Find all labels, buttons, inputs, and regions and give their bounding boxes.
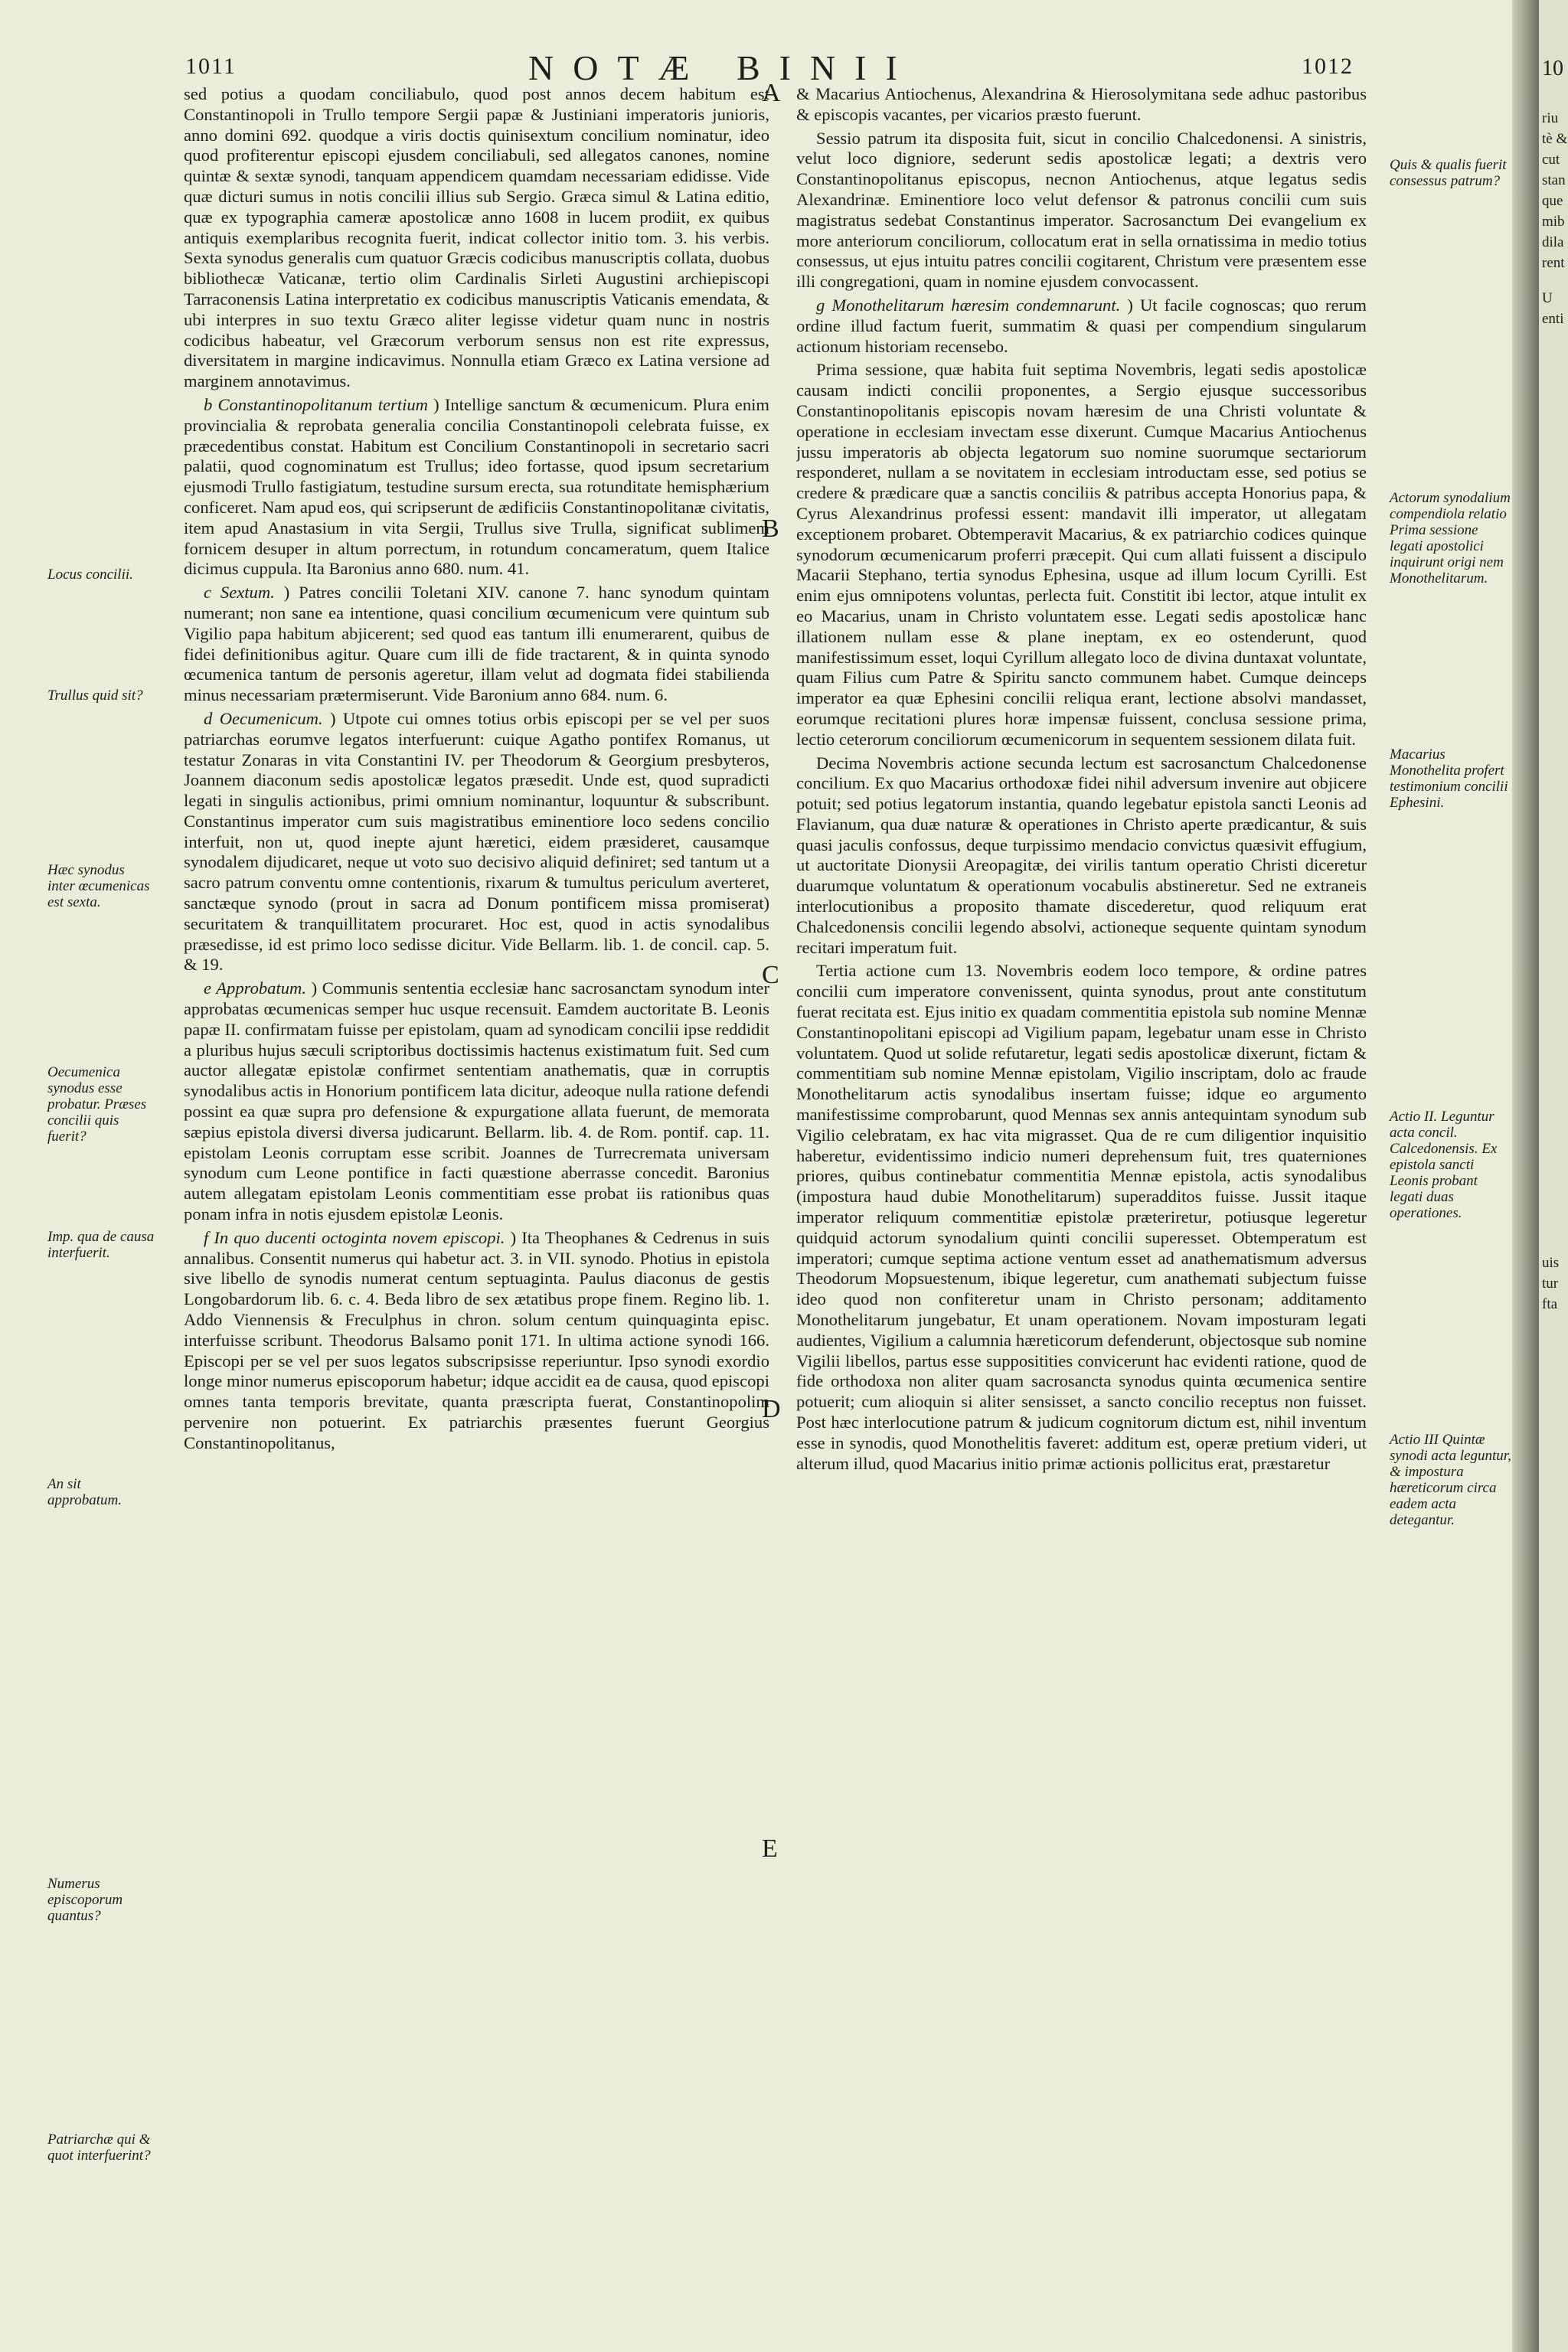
adjacent-fragment-6: mib [1542, 214, 1565, 230]
adjacent-fragment-9: U [1542, 290, 1553, 306]
margin-note-right-1: Actorum synodalium compendiola relatio Prima sessione legati apostolici inquirunt origi nem Monothelitarum. [1390, 490, 1511, 586]
adjacent-page-number: 10 [1542, 57, 1563, 80]
left-paragraph-1: b Constantinopolitanum tertium ) Intellige sanctum & œcumenicum. Plura enim provincialia & reprobata generalia concilia Constantinopoli celebrata fuisse, ex præcedentibus constat. Habitum est Concilium Constantinopoli in secretario sacri palatii, quod cognominatum est Trullus; ideo fortasse, quod ipsum secretarium ejusmodi Trullo fastigiatum, testudine sursum erecta, sua rotunditate hemisphærium conficeret. Nam apud eos, qui scripserunt de ædificiis Constantinopolitanæ civitatis, item apud Anastasium in vita Sergii, Trullus sive Trulla, significat sublimem fornicem desuper in altum porrectum, in rotundum concameratum, quem Italice dicimus cuppula. Ita Baronius anno 680. num. 41. [184, 394, 769, 579]
section-letter-b: B [762, 514, 779, 543]
adjacent-fragment-4: stan [1542, 172, 1566, 188]
margin-note-left-6: Numerus episcoporum quantus? [47, 1876, 123, 1924]
left-paragraph-5: f In quo ducenti octoginta novem episcopi. ) Ita Theophanes & Cedrenus in suis annalibus. Consentit numerus qui habetur act. 3. in VII. synodo. Photius in epistola sive libello de synodis numerat centum septuaginta. Paulus diaconus de gestis Longobardorum lib. 6. c. 4. Beda libro de sex ætatibus prope finem. Regino lib. 1. Addo Viennensis & Freculphus in chron. solum centum quinquaginta episc. interfuisse scribunt. Theodorus Balsamo ponit 171. In ultima actione synodi 166. Episcopi per se vel per suos legatos subscripsisse reperiuntur. Ipso synodi exordio longe minor numerus episcoporum habetur; idque accidit ea de causa, quod episcopi omnes tanta temporis brevitate, quanta præscripta fuerat, Constantinopolim pervenire non potuerint. Ex patriarchis præsentes fuerunt Georgius Constantinopolitanus, [184, 1227, 769, 1452]
adjacent-fragment-1: riu [1542, 110, 1559, 126]
right-paragraph-5: Tertia actione cum 13. Novembris eodem loco tempore, & ordine patres concilii cum imperatore convenissent, quinta synodus, prout ante constitutum fuerat recitata est. Ejus initio ex quadam commentitia epistola sub nomine Mennæ Constantinopolitani episcopi ad Vigilium papam, legebatur unam esse in Christo voluntatem. Quod ut solide refutaretur, legati sedis apostolicæ dixerunt, fictam & commentitiam sub nomine Mennæ epistolam, Vigilio inscriptam, dolo ac fraude Monothelitarum actis synodalibus insertam fuisse; idque eo argumento manifestissime comprobarunt, quod Mennas sex annis antequintam synodum sub Vigilio celebratam, ex hac vita migrasset. Qua de re cum diligentior inquisitio haberetur, evidentissimo indicio numeri deprehensum fuit, tres quaterniones priores, quibus continebatur commentitia Mennæ epistola, actis synodalibus (impostura haud dubie Monothelitarum) superadditos fuisse. Jussit itaque imperator reliquum commentitiæ epistolæ præteriretur, potiusque legeretur quidquid actorum synodalium quinti concilii superesset. Obtemperatum est imperatori; cumque septima actione ventum esset ad anathematismum adversus Theodorum Mopsuestenum, ibique legeretur, cum anathemati subjectum fuisse ideo quod non confiteretur unam in Christo personam; additamento Monothelitarum jungebatur, Et unam operationem. Novam imposturam legati audientes, Vigilium a calumnia hæreticorum defenderunt, objectosque sub nomine Vigilii libellos, partus esse suppositities convicerunt hac evidenti ratione, quod de fide orthodoxa non aliter quam sacrosancta synodus quinta œcumenica sentire potuerit; cum alioquin si aliter sensisset, a sancto concilio receptus non fuisset. Post hæc interlocutione patrum & judicum cognitorum dictum est, nihil inventum esse in synodis, quod Monothelitis faveret: additum est, operæ pretium videri, ut alterum illud, quod Macarius initio primæ actionis pollicitus erat, præstaretur [796, 961, 1367, 1473]
running-title: NOTÆ BINII [528, 48, 916, 87]
left-paragraph-3: d Oecumenicum. ) Utpote cui omnes totius orbis episcopi per se vel per suos patriarchas eorumve legatos interfuerunt: cuique Agatho pontifex Romanus, ut testatur Zonaras in vita Constantini IV. per Theodorum & Georgium presbyteros, Joannem diaconum sedis apostolicæ legatos præsedit. Unde est, quod supradicti legati in singulis actionibus, primi omnium nominantur, loquuntur & subscribunt. Constantinus imperator cum suis magistratibus eminentiore loco sedens concilio interfuit, non ut, quod inepte ajunt hæretici, eidem præsideret, causamque synodalem dijudicaret, neque ut voto suo decisivo aliquid definiret; sed tantum ut a sacro patrum conventu omne contentionis, rixarum & tumultus periculum averteret, sanctæque synodo (prout in sacra ad Donum pontificem missa promiserat) securitatem & tranquillitatem procuraret. Hoc est, quod in actis synodalibus præsedisse, id est primo loco sedisse dicitur. Vide Bellarm. lib. 1. de concil. cap. 5. & 19. [184, 708, 769, 975]
adjacent-fragment-13: fta [1542, 1296, 1558, 1312]
right-paragraph-4: Decima Novembris actione secunda lectum est sacrosanctum Chalcedonense concilium. Ex quo Macarius orthodoxæ fidei nihil adversum invenire aut objicere potuit; sed potius legatorum instantia, quando legebatur epistola sancti Leonis ad Flavianum, qua duæ naturæ & operationes in Christo aperte prædicantur, & suis quasi jaculis confossus, deque turpissimo mendacio convictus quæsivit effugium, ut auctoritate Dionysii Areopagitæ, dei virilis tantum operatio Christi diceretur duarumque voluntatum & operationum vocabulis abstineretur. Sed ne extraneis interlocutionibus a proposito thamate discederetur, quod reliquum erat Chalcedonensis concilii legendo absolvi, actioneque sequente quintam synodum recitari imperatum fuit. [796, 753, 1367, 957]
margin-note-left-0: Locus concilii. [47, 567, 133, 583]
adjacent-fragment-12: tur [1542, 1276, 1559, 1292]
margin-note-left-2: Hæc synodus inter œcumenicas est sexta. [47, 862, 150, 910]
right-text-column [796, 84, 1367, 2320]
adjacent-page-edge [1539, 0, 1568, 2352]
left-paragraph-0: sed potius a quodam conciliabulo, quod post annos decem habitum est Constantinopoli in Trullo tempore Sergii papæ & Justiniani imperatoris junioris, anno domini 692. quodque a viris doctis quinisextum concilium nominatur, ideo quod profiterentur episcopi ejusdem conciliabuli, sed allegatos canones, nomine quintæ & sextæ synodi, tanquam appendicem quamdam necessariam edidisse. Vide quæ dicturi sumus in notis concilii illius sub Sergio. Græca simul & Latina editio, quæ ex typographia cameræ apostolicæ anno 1608 in lucem prodiit, ex quibus antiquis exemplaribus recognita fuerit, indicat collector initio tom. 3. his verbis. Sexta synodus generalis cum quatuor Græcis codicibus manuscriptis collata, duobus bibliothecæ Vaticanæ, tertio olim Cardinalis Sirleti Augustini archiepiscopi Tarraconensis Latina interpretatio ex codicibus manuscriptis Vaticanis emendata, & ubi interpres in suo textu Græco aliter legisse videtur quam nunc in nostris codicibus habeatur, vel Græcorum verborum sensus non est rite expressus, diversitatem in margine indicavimus. Nonnulla etiam Græco ex Latina versione ad marginem annotavimus. [184, 84, 769, 391]
margin-note-right-2: Macarius Monothelita profert testimonium concilii Ephesini. [1390, 746, 1508, 811]
right-paragraph-1: Sessio patrum ita disposita fuit, sicut in concilio Chalcedonensi. A sinistris, velut loco digniore, sederunt sedis apostolicæ legati; a dextris vero Constantinopolitanus episcopus, necnon Antiochenus, atque legatus sedis Alexandrinæ. Eminentiore loco velut defensor & patronus concilii cum suis magistratus sedebat Constantinus imperator. Sacrosanctum Dei evangelium ex more anteriorum conciliorum, collocatum erat in sella ornatissima in medio totius consessus, ut ejus intuitu patres concilii cogitarent, Christum vere præsentem esse illi congregationi, quam in nomine ejusdem convocassent. [796, 128, 1367, 292]
adjacent-fragment-8: rent [1542, 255, 1565, 271]
margin-note-left-4: Imp. qua de causa interfuerit. [47, 1229, 155, 1261]
right-paragraph-2: g Monothelitarum hæresim condemnarunt. ) Ut facile cognoscas; quo rerum ordine illud factum fuerit, summatim & quasi per compendium singularum actionum historiam recensebo. [796, 295, 1367, 356]
page-number-right: 1012 [1302, 54, 1354, 79]
adjacent-fragment-11: uis [1542, 1255, 1560, 1271]
right-paragraph-3: Prima sessione, quæ habita fuit septima Novembris, legati sedis apostolicæ causam indicti concilii proponentes, a Sergio ejusque successoribus Constantinopolitanis episcopis novam hæresim de una Christi voluntate & operatione in ecclesiam invectam esse dixerunt. Cumque Macarius Antiochenus jussu imperatoris ab objecta legatorum suo nomine suorumque sectariorum responderet, nullam a se novitatem in ecclesiam introductam esse, sed potius se credere & prædicare quæ a sanctis conciliis & patribus accepta Honorius papa, & Cyrus Alexandrinus professi essent: mandavit illi imperator, ut allegatam exceptionem probaret. Obtemperavit Macarius, & ex patriarchio codices quinque synodorum œcumenicarum proferri præcepit. Qui cum allati fuissent a discipulo Macarii Stephano, tertia synodus Ephesina, usque ad illum locum Cyrilli. Est enim ejus omnipotens voluntas, perlecta fuit. Constitit ibi lector, atque intulit ex eo Macarius, unam in Christo voluntatem esse. Legati sedis apostolicæ hanc illationem nullam esse & plane ineptam, ex eo ostenderunt, quod manifestissimum esset, loqui Cyrillum allegato loco de divina duntaxat voluntate, quam Filius cum Patre & Spiritu sancto communem habet. Cumque deinceps imperator ea quæ Ephesini concilii reliqua erant, lectione absolvi mandasset, eorumque recitationi plures horæ impensæ fuissent, conclusa sessione prima, lectio ceterorum conciliorum œcumenicorum in sequentem sessionem dilata fuit. [796, 360, 1367, 749]
left-text-column [184, 84, 769, 2320]
left-paragraph-4: e Approbatum. ) Communis sententia ecclesiæ hanc sacrosanctam synodum inter approbatas œcumenicas semper huc usque recensuit. Eamdem auctoritate B. Leonis papæ II. confirmatam fuisse per epistolam, quam ad synodicam concilii ipse reddidit a pluribus hujus sæculi scriptoribus doctissimis hactenus existimatum fuit. Sed cum auctor allegatæ epistolæ confirmet sententiam anathematis, quæ in corruptis synodalibus actis in Honorium pontificem lata dicitur, adeoque nulla ratione defendi possint ea quæ supra pro defensione & expurgatione allata fuerunt, de memorata sæpius epistola diversi diversa judicarunt. Bellarm. lib. 4. de Rom. pontif. cap. 11. epistolam Leonis corruptam esse scribit. Joannes de Turrecremata universam synodum cum Leone pontifice in facti quæstione aberrasse concedit. Baronius autem allegatam epistolam Leonis commentitiam esse probat iis rationibus quas ponam infra in notis ejusdem epistolæ Leonis. [184, 978, 769, 1224]
margin-note-left-1: Trullus quid sit? [47, 688, 143, 704]
margin-note-left-5: An sit approbatum. [47, 1476, 122, 1508]
adjacent-fragment-2: tè & [1542, 131, 1568, 147]
page-gutter-shadow [1512, 0, 1543, 2352]
margin-note-left-7: Patriarchæ qui & quot interfuerint? [47, 2132, 151, 2164]
section-letter-d: D [762, 1395, 781, 1423]
margin-note-right-0: Quis & qualis fuerit consessus patrum? [1390, 157, 1507, 189]
adjacent-fragment-10: enti [1542, 311, 1564, 327]
margin-note-left-3: Oecumenica synodus esse probatur. Præses concilii quis fuerit? [47, 1064, 147, 1145]
right-paragraph-0: & Macarius Antiochenus, Alexandrina & Hierosolymitana sede adhuc pastoribus & episcopis vacantes, per vicarios præsto fuerunt. [796, 84, 1367, 124]
page-number-left: 1011 [185, 54, 237, 79]
adjacent-fragment-5: que [1542, 193, 1563, 209]
section-letter-c: C [762, 961, 779, 989]
adjacent-fragment-7: dila [1542, 234, 1564, 250]
left-paragraph-2: c Sextum. ) Patres concilii Toletani XIV. canone 7. hanc synodum quintam numerant; non sane ea intentione, quasi concilium œcumenicum vere quintum sub Vigilio papa habitum abjicerent; sed quod eas tantum illi enumerarent, quibus de fidei definitionibus agitur. Quare cum illi de fide tractarent, & in quinta synodo œcumenica tantum de personis ageretur, illam velut ad dogmata fidei stabilienda minus necessariam prætermiserunt. Vide Baronium anno 684. num. 6. [184, 583, 769, 705]
section-letter-a: A [762, 79, 781, 107]
adjacent-fragment-3: cut [1542, 152, 1560, 168]
margin-note-right-3: Actio II. Leguntur acta concil. Calcedonensis. Ex epistola sancti Leonis probant legati duas operationes. [1390, 1109, 1498, 1221]
section-letter-e: E [762, 1834, 778, 1863]
margin-note-right-4: Actio III Quintæ synodi acta leguntur, & impostura hæreticorum circa eadem acta detegantur. [1390, 1432, 1511, 1528]
